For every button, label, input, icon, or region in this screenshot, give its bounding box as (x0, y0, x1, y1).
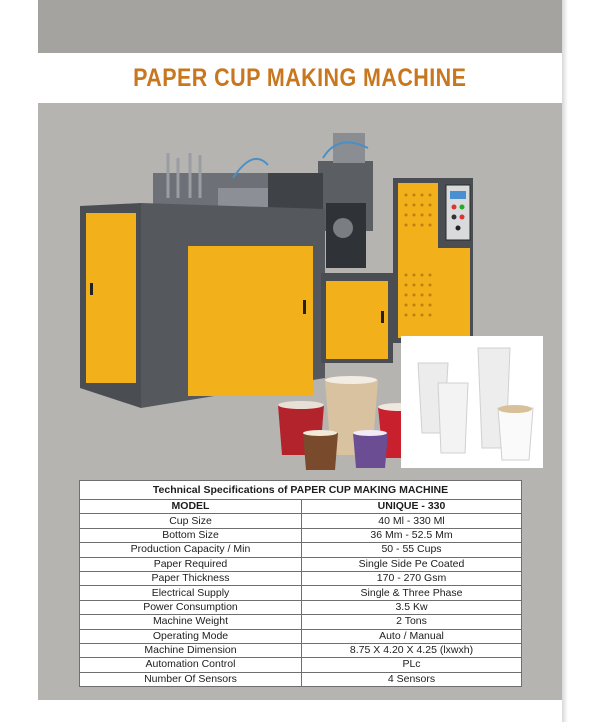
spec-table (79, 480, 522, 687)
spec-row (80, 615, 522, 629)
spec-value: PLc (302, 658, 522, 672)
spec-row (80, 643, 522, 657)
page-top-band (38, 0, 562, 53)
spec-row (80, 629, 522, 643)
spec-value: 2 Tons (302, 615, 522, 629)
spec-row (80, 557, 522, 571)
spec-header-row (80, 500, 522, 514)
title-band (38, 53, 562, 103)
page-edge-shadow (562, 0, 568, 722)
spec-row (80, 543, 522, 557)
spec-label: Cup Size (80, 514, 302, 528)
spec-label: Automation Control (80, 658, 302, 672)
white-cups-photo (401, 336, 543, 468)
spec-row (80, 658, 522, 672)
spec-value: Single Side Pe Coated (302, 557, 522, 571)
spec-value: 36 Mm - 52.5 Mm (302, 528, 522, 542)
spec-label: Machine Dimension (80, 643, 302, 657)
spec-label: Electrical Supply (80, 586, 302, 600)
spec-label: Paper Required (80, 557, 302, 571)
spec-row (80, 600, 522, 614)
spec-header-label: MODEL (80, 500, 302, 514)
spec-label: Production Capacity / Min (80, 543, 302, 557)
spec-row (80, 672, 522, 686)
spec-label: Operating Mode (80, 629, 302, 643)
spec-value: 50 - 55 Cups (302, 543, 522, 557)
spec-value: Single & Three Phase (302, 586, 522, 600)
spec-value: 3.5 Kw (302, 600, 522, 614)
spec-row (80, 571, 522, 585)
spec-value: 170 - 270 Gsm (302, 571, 522, 585)
spec-label: Power Consumption (80, 600, 302, 614)
spec-row (80, 514, 522, 528)
spec-header-value: UNIQUE - 330 (302, 500, 522, 514)
spec-value: Auto / Manual (302, 629, 522, 643)
spec-row (80, 528, 522, 542)
page-title: PAPER CUP MAKING MACHINE (133, 63, 467, 92)
spec-label: Number Of Sensors (80, 672, 302, 686)
spec-value: 4 Sensors (302, 672, 522, 686)
spec-label: Paper Thickness (80, 571, 302, 585)
spec-value: 8.75 X 4.20 X 4.25 (lxwxh) (302, 643, 522, 657)
spec-label: Machine Weight (80, 615, 302, 629)
brochure-page (38, 0, 562, 700)
spec-value: 40 Ml - 330 Ml (302, 514, 522, 528)
spec-caption-row (80, 481, 522, 500)
spec-row (80, 586, 522, 600)
spec-label: Bottom Size (80, 528, 302, 542)
machine-illustration (38, 103, 562, 473)
spec-caption: Technical Specifications of PAPER CUP MAKING MACHINE (80, 481, 522, 500)
